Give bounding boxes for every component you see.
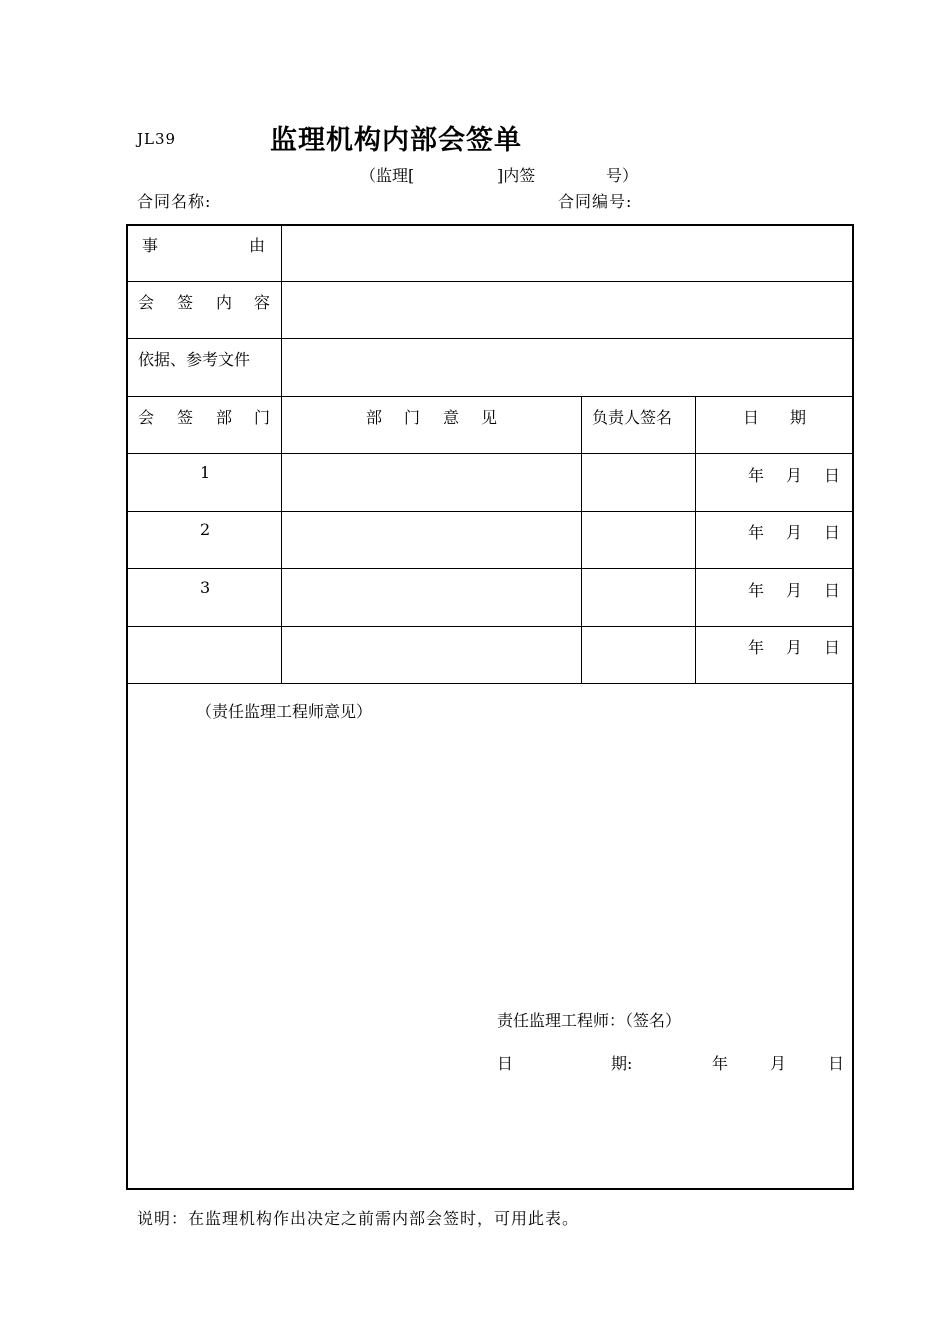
row-divider (128, 626, 852, 627)
engineer-opinion-label: （责任监理工程师意见） (196, 702, 373, 721)
content-label-char: 签 (177, 293, 194, 312)
column-divider (581, 396, 582, 683)
column-divider (281, 226, 282, 683)
engineer-date-month: 月 (770, 1054, 787, 1073)
date-header-char: 期 (790, 408, 807, 427)
signer-header: 负责人签名 (592, 408, 673, 427)
row-divider (128, 511, 852, 512)
dept-row-number: 2 (200, 520, 211, 539)
opinion-header-char: 见 (481, 408, 498, 427)
form-code: JL39 (137, 130, 177, 148)
footnote: 说明：在监理机构作出决定之前需内部会签时，可用此表。 (137, 1209, 580, 1228)
dept-header-char: 签 (177, 408, 194, 427)
dept-header-char: 会 (138, 408, 155, 427)
subtitle-open: （监理[ (360, 166, 415, 185)
engineer-date-label: 期: (611, 1054, 633, 1073)
date-header-char: 日 (743, 408, 760, 427)
column-divider (695, 396, 696, 683)
dept-row-number: 1 (200, 463, 211, 482)
row-divider (128, 396, 852, 397)
row-date-day: 日 (824, 581, 841, 600)
content-label-char: 会 (138, 293, 155, 312)
content-label-char: 内 (216, 293, 233, 312)
page-title: 监理机构内部会签单 (270, 125, 522, 156)
row-date-month: 月 (786, 523, 803, 542)
row-divider (128, 453, 852, 454)
contract-name-label: 合同名称: (137, 192, 212, 211)
reason-label-char: 由 (249, 236, 266, 255)
engineer-sign-label: 责任监理工程师：（签名） (497, 1011, 682, 1030)
row-date-month: 月 (786, 466, 803, 485)
row-divider (128, 568, 852, 569)
reason-label-char: 事 (142, 236, 159, 255)
row-date-month: 月 (786, 581, 803, 600)
dept-header-char: 部 (216, 408, 233, 427)
engineer-date-year: 年 (712, 1054, 729, 1073)
content-label-char: 容 (254, 293, 271, 312)
row-date-day: 日 (824, 523, 841, 542)
subtitle-close: 号） (606, 166, 639, 185)
contract-no-label: 合同编号: (558, 192, 633, 211)
row-date-month: 月 (786, 638, 803, 657)
opinion-header-char: 意 (443, 408, 460, 427)
row-date-year: 年 (748, 523, 765, 542)
row-date-day: 日 (824, 638, 841, 657)
basis-label: 依据、参考文件 (138, 350, 251, 369)
engineer-date-day: 日 (828, 1054, 845, 1073)
subtitle-mid: ]内签 (497, 166, 536, 185)
row-date-day: 日 (824, 466, 841, 485)
dept-row-number: 3 (200, 578, 211, 597)
row-divider (128, 281, 852, 282)
opinion-header-char: 门 (404, 408, 421, 427)
row-date-year: 年 (748, 638, 765, 657)
dept-header-char: 门 (254, 408, 271, 427)
row-date-year: 年 (748, 466, 765, 485)
row-date-year: 年 (748, 581, 765, 600)
row-divider (128, 338, 852, 339)
engineer-date-label: 日 (497, 1054, 514, 1073)
row-divider (128, 683, 852, 684)
opinion-header-char: 部 (366, 408, 383, 427)
